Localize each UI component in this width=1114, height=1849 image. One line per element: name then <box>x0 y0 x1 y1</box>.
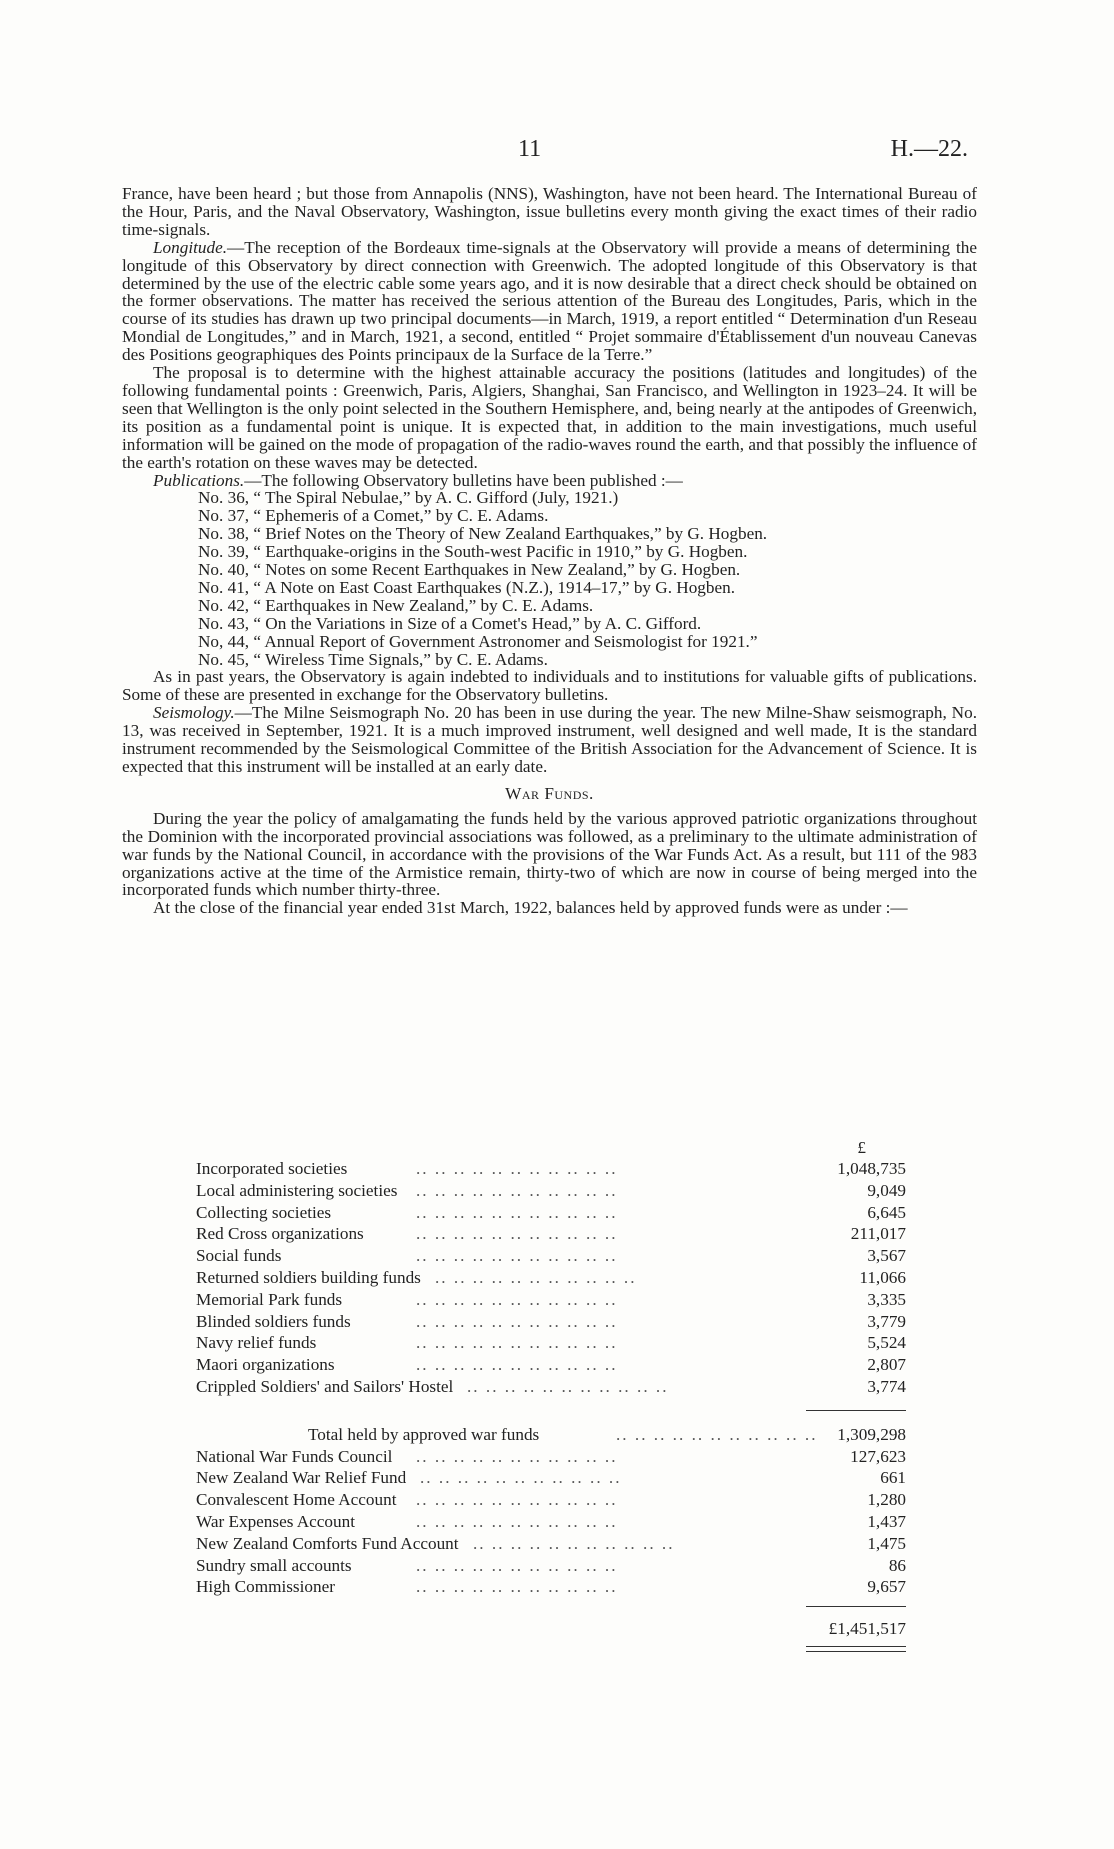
leader-dots: .. .. .. .. .. .. .. .. .. .. .. <box>416 1490 618 1510</box>
balance-row <box>196 1489 906 1511</box>
grand-total-underline-row <box>196 1646 906 1652</box>
balance-row <box>196 1332 906 1354</box>
balance-row <box>196 1354 906 1376</box>
balance-row <box>196 1376 906 1398</box>
balance-row <box>196 1202 906 1224</box>
balance-row <box>196 1446 906 1468</box>
fund-name: Memorial Park funds <box>196 1289 343 1309</box>
paragraph-publications <box>122 472 977 490</box>
fund-name: Crippled Soldiers' and Sailors' Hostel <box>196 1376 454 1396</box>
leader-dots: .. .. .. .. .. .. .. .. .. .. .. <box>473 1533 675 1553</box>
fund-amount: 11,066 <box>859 1267 906 1287</box>
fund-amount: 1,437 <box>867 1511 906 1531</box>
balance-row <box>196 1180 906 1202</box>
grand-total-rule-row <box>196 1598 906 1612</box>
longitude-text: —The reception of the Bordeaux time-signals at the Observatory will provide a means of determining the longitude of this Observatory by direct connection with Greenwich. The adopted longitude of this Observatory is that determined by the use of the electric cable some years ago, and it is now desirable that a direct check should be obtained on the former observations. The matter has received the serious attention of the Bureau des Longitudes, Paris, which in the course of its studies has drawn up two principal documents—in March, 1919, a report entitled “ Determination d'un Reseau Mondial de Longitudes,” and in March, 1921, a second, entitled “ Projet sommaire d'Établissement d'un nouveau Canevas des Positions geographiques des Points principaux de la Surface de la Terre.” <box>122 237 977 365</box>
fund-name: National War Funds Council <box>196 1446 393 1466</box>
fund-amount: 86 <box>888 1555 906 1575</box>
balance-row <box>196 1555 906 1577</box>
paragraph-war-funds-balances: At the close of the financial year ended 31st March, 1922, balances held by approved funds were as under :— <box>153 898 908 918</box>
leader-dots: .. .. .. .. .. .. .. .. .. .. .. <box>420 1468 622 1488</box>
fund-amount: 6,645 <box>867 1202 906 1222</box>
subtotal-rule-row <box>196 1398 906 1424</box>
grand-total-rule <box>806 1606 906 1607</box>
total-row <box>196 1424 906 1446</box>
leader-dots: .. .. .. .. .. .. .. .. .. .. .. <box>416 1289 618 1309</box>
leader-dots: .. .. .. .. .. .. .. .. .. .. .. <box>416 1202 618 1222</box>
total-amount: 1,309,298 <box>837 1424 906 1444</box>
section-heading-war-funds: War Funds. <box>505 783 594 803</box>
fund-name: Red Cross organizations <box>196 1224 364 1244</box>
fund-name: Sundry small accounts <box>196 1555 352 1575</box>
fund-name: Blinded soldiers funds <box>196 1311 351 1331</box>
publication-item: No, 44, “ Annual Report of Government Astronomer and Seismologist for 1921.” <box>198 631 758 651</box>
page-header <box>0 136 1114 166</box>
fund-name: High Commissioner <box>196 1577 335 1597</box>
fund-amount: 3,779 <box>867 1311 906 1331</box>
balance-row <box>196 1467 906 1489</box>
leader-dots: .. .. .. .. .. .. .. .. .. .. .. <box>416 1511 618 1531</box>
page-number: 11 <box>518 136 542 162</box>
leader-dots: .. .. .. .. .. .. .. .. .. .. .. <box>416 1333 618 1353</box>
longitude-run-head: Longitude. <box>153 237 228 257</box>
fund-amount: 3,567 <box>867 1246 906 1266</box>
leader-dots: .. .. .. .. .. .. .. .. .. .. .. <box>416 1224 618 1244</box>
balance-row <box>196 1533 906 1555</box>
fund-name: Navy relief funds <box>196 1333 317 1353</box>
leader-dots: .. .. .. .. .. .. .. .. .. .. .. <box>416 1180 618 1200</box>
total-label: Total held by approved war funds <box>308 1424 540 1444</box>
paragraph-war-funds-policy: During the year the policy of amalgamating the funds held by the various approved patriotic organizations throughout the Dominion with the incorporated provincial associations was followed, as a preliminary to the ultimate administration of war funds by the National Council, in accordance with the provisions of the War Funds Act. As a result, but 111 of the 983 organizations active at the time of the Armistice remain, thirty-two of which are now in course of being merged into the incorporated funds which number thirty-three. <box>122 808 977 900</box>
publications-list <box>122 489 977 668</box>
grand-total-amount: £1,451,517 <box>828 1619 906 1639</box>
grand-total-row <box>196 1612 906 1646</box>
fund-name: Social funds <box>196 1246 282 1266</box>
publication-item: No. 37, “ Ephemeris of a Comet,” by C. E. Adams. <box>198 506 549 526</box>
leader-dots: .. .. .. .. .. .. .. .. .. .. .. <box>416 1555 618 1575</box>
leader-dots: .. .. .. .. .. .. .. .. .. .. .. <box>416 1355 618 1375</box>
fund-amount: 127,623 <box>850 1446 906 1466</box>
fund-name: War Expenses Account <box>196 1511 355 1531</box>
leader-dots: .. .. .. .. .. .. .. .. .. .. .. <box>416 1577 618 1597</box>
fund-amount: 211,017 <box>850 1224 906 1244</box>
fund-amount: 2,807 <box>867 1355 906 1375</box>
grand-total-double-rule <box>806 1646 906 1652</box>
paragraph-proposal: The proposal is to determine with the highest attainable accuracy the positions (latitudes and longitudes) of the following fundamental points : Greenwich, Paris, Algiers, Shanghai, San Francisco, and Wellington in 1923–24. It will be seen that Wellington is the only point selected in the Southern Hemisphere, and, being nearly at the antipodes of Greenwich, its position as a fundamental point is unique. It is expected that, in addition to the main investigations, much useful information will be gained on the mode of propagation of the radio-waves round the earth, and that possibly the influence of the earth's rotation on these waves may be detected. <box>122 363 977 472</box>
balances-section-other <box>196 1446 906 1599</box>
publication-item: No. 36, “ The Spiral Nebulae,” by A. C. Gifford (July, 1921.) <box>198 488 619 508</box>
fund-amount: 5,524 <box>867 1333 906 1353</box>
fund-name: New Zealand Comforts Fund Account <box>196 1533 459 1553</box>
fund-amount: 661 <box>880 1468 906 1488</box>
publication-item: No. 43, “ On the Variations in Size of a Comet's Head,” by A. C. Gifford. <box>198 613 702 633</box>
fund-name: New Zealand War Relief Fund <box>196 1468 407 1488</box>
publication-item: No. 45, “ Wireless Time Signals,” by C. E. Adams. <box>198 649 548 669</box>
balance-row <box>196 1311 906 1333</box>
publication-item: No. 41, “ A Note on East Coast Earthquakes (N.Z.), 1914–17,” by G. Hogben. <box>198 577 736 597</box>
publication-item: No. 42, “ Earthquakes in New Zealand,” by C. E. Adams. <box>198 595 594 615</box>
fund-amount: 1,280 <box>867 1490 906 1510</box>
fund-name: Local administering societies <box>196 1180 398 1200</box>
leader-dots: .. .. .. .. .. .. .. .. .. .. .. <box>416 1246 618 1266</box>
balance-row <box>196 1289 906 1311</box>
currency-header-row <box>196 1138 906 1158</box>
fund-name: Incorporated societies <box>196 1159 348 1178</box>
publications-run-head: Publications. <box>153 470 245 490</box>
fund-amount: 1,475 <box>867 1533 906 1553</box>
leader-dots: .. .. .. .. .. .. .. .. .. .. .. <box>416 1159 618 1178</box>
fund-amount: 3,774 <box>867 1376 906 1396</box>
leader-dots: .. .. .. .. .. .. .. .. .. .. .. <box>435 1267 637 1287</box>
balances-table <box>196 1138 906 1652</box>
fund-name: Collecting societies <box>196 1202 332 1222</box>
publication-item: No. 40, “ Notes on some Recent Earthquakes in New Zealand,” by G. Hogben. <box>198 560 741 580</box>
balance-row <box>196 1158 906 1180</box>
document-code: H.—22. <box>890 136 968 162</box>
balance-row <box>196 1223 906 1245</box>
fund-name: Convalescent Home Account <box>196 1490 397 1510</box>
currency-symbol: £ <box>857 1138 866 1157</box>
publications-text: —The following Observatory bulletins have been published :— <box>244 470 683 490</box>
paragraph-radio-signals: France, have been heard ; but those from Annapolis (NNS), Washington, have not been heard. The International Bureau of the Hour, Paris, and the Naval Observatory, Washington, issue bulletins every month giving the exact times of their radio time-signals. <box>122 184 977 239</box>
seismology-text: —The Milne Seismograph No. 20 has been in use during the year. The new Milne-Shaw seismograph, No. 13, was received in September, 1921. It is a much improved instrument, well designed and well made, It is the standard instrument recommended by the Seismological Committee of the British Association for the Advancement of Science. It is expected that this instrument will be installed at an early date. <box>122 703 977 776</box>
publication-item: No. 38, “ Brief Notes on the Theory of New Zealand Earthquakes,” by G. Hogben. <box>198 524 768 544</box>
balance-row <box>196 1267 906 1289</box>
fund-amount: 3,335 <box>867 1289 906 1309</box>
seismology-run-head: Seismology. <box>153 703 235 723</box>
paragraph-past-years: As in past years, the Observatory is again indebted to individuals and to institutions for valuable gifts of publications. Some of these are presented in exchange for the Observatory bulletins. <box>122 667 977 705</box>
balances-section-approved <box>196 1158 906 1398</box>
balance-row <box>196 1511 906 1533</box>
fund-amount: 1,048,735 <box>837 1159 906 1178</box>
leader-dots: .. .. .. .. .. .. .. .. .. .. .. <box>616 1424 818 1444</box>
leader-dots: .. .. .. .. .. .. .. .. .. .. .. <box>467 1376 669 1396</box>
fund-amount: 9,049 <box>867 1180 906 1200</box>
balance-row <box>196 1245 906 1267</box>
fund-name: Returned soldiers building funds <box>196 1267 421 1287</box>
paragraph-seismology <box>122 704 977 776</box>
fund-amount: 9,657 <box>867 1577 906 1597</box>
leader-dots: .. .. .. .. .. .. .. .. .. .. .. <box>416 1311 618 1331</box>
balance-row <box>196 1576 906 1598</box>
paragraph-longitude <box>122 239 977 364</box>
publication-item: No. 39, “ Earthquake-origins in the South-west Pacific in 1910,” by G. Hogben. <box>198 542 748 562</box>
body-text <box>122 185 977 917</box>
subtotal-rule <box>806 1410 906 1411</box>
leader-dots: .. .. .. .. .. .. .. .. .. .. .. <box>416 1446 618 1466</box>
fund-name: Maori organizations <box>196 1355 335 1375</box>
